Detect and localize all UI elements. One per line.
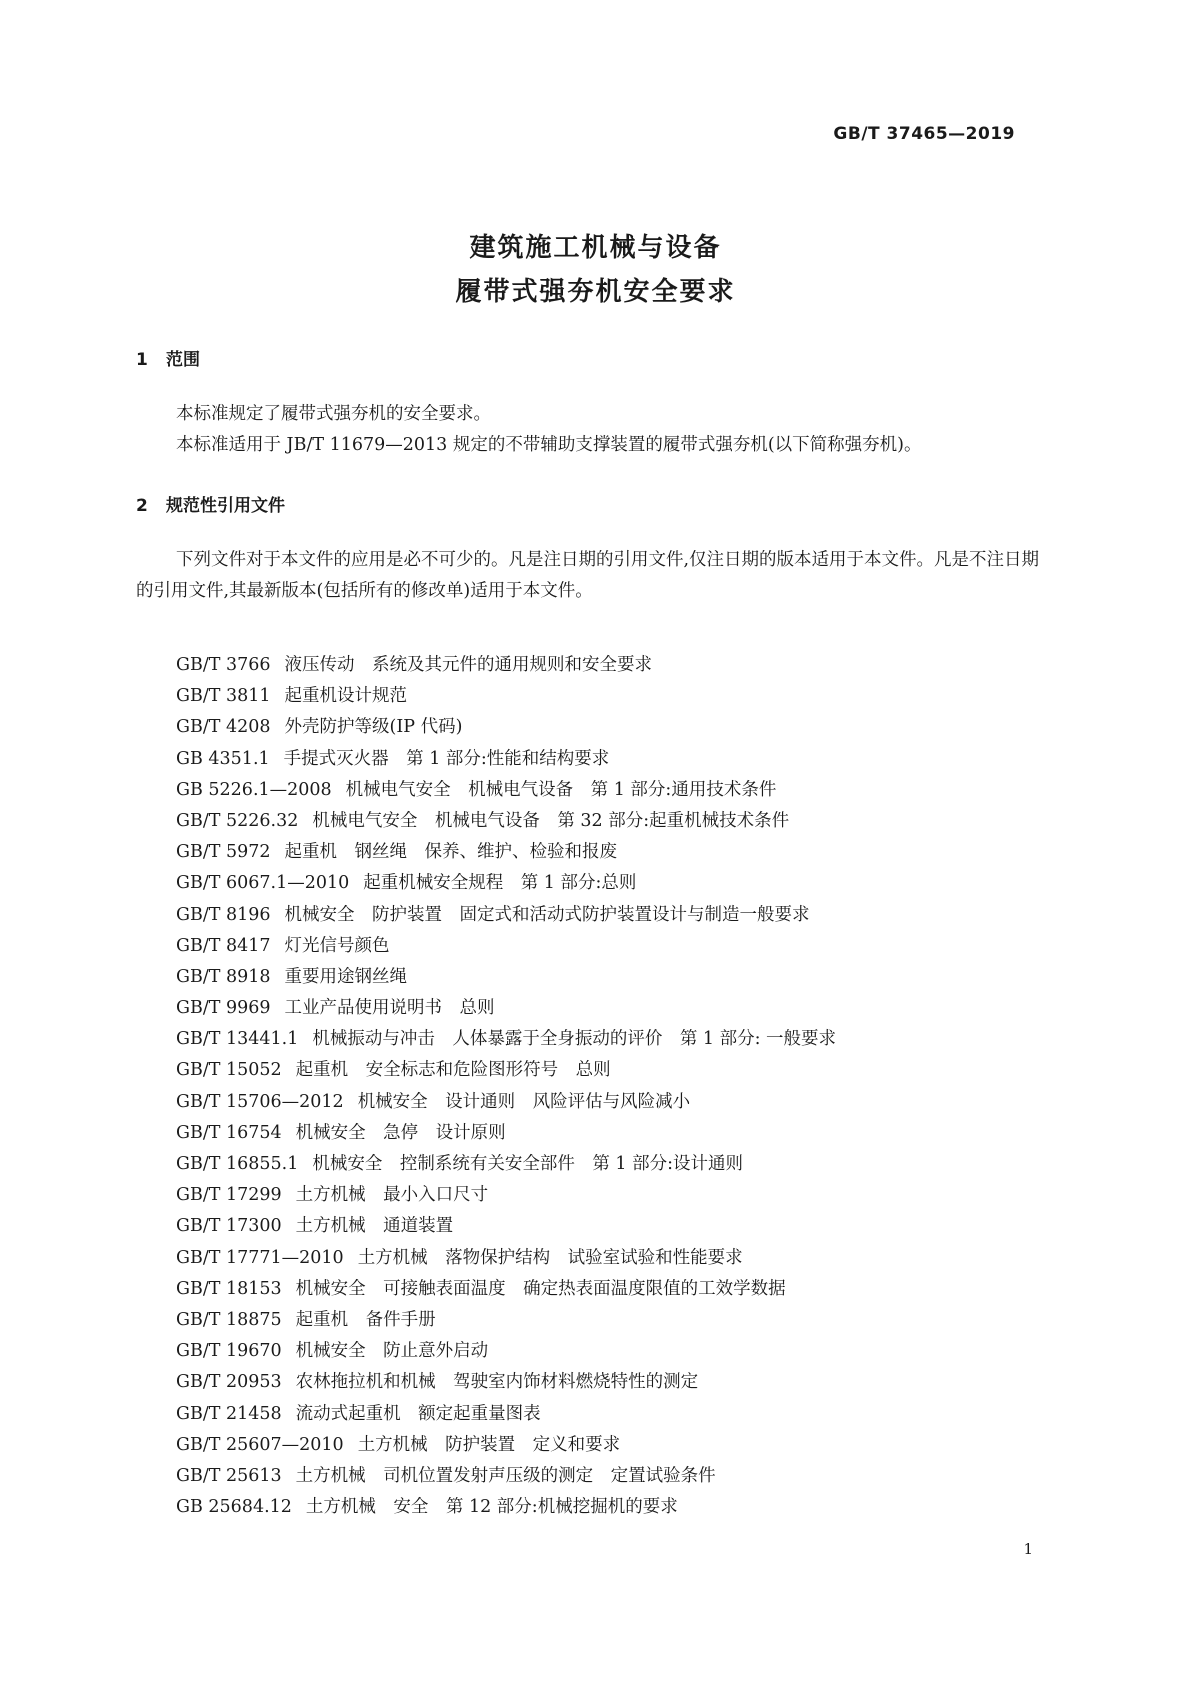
reference-title: 起重机械安全规程 第 1 部分:总则 <box>363 873 637 894</box>
reference-item <box>176 1180 1056 1211</box>
reference-code: GB/T 8196 <box>176 904 271 925</box>
reference-item <box>176 1367 1056 1398</box>
reference-item <box>176 1274 1056 1305</box>
reference-item <box>176 962 1056 993</box>
reference-title: 起重机 备件手册 <box>295 1309 436 1330</box>
reference-title: 土方机械 最小入口尺寸 <box>295 1185 489 1206</box>
reference-item <box>176 900 1056 931</box>
section-2-intro <box>136 545 1056 607</box>
reference-item <box>176 837 1056 868</box>
reference-code: GB/T 9969 <box>176 998 271 1019</box>
reference-item <box>176 1399 1056 1430</box>
reference-title: 起重机 钢丝绳 保养、维护、检验和报废 <box>284 842 618 863</box>
reference-title: 流动式起重机 额定起重量图表 <box>295 1403 541 1424</box>
section-number: 1 <box>136 350 148 370</box>
reference-item <box>176 931 1056 962</box>
page-number: 1 <box>1023 1540 1033 1558</box>
reference-item <box>176 1430 1056 1461</box>
reference-title: 机械安全 急停 设计原则 <box>295 1122 506 1143</box>
reference-title: 重要用途钢丝绳 <box>284 966 408 987</box>
reference-code: GB/T 8417 <box>176 935 271 956</box>
reference-title: 机械安全 可接触表面温度 确定热表面温度限值的工效学数据 <box>295 1278 786 1299</box>
document-title <box>0 226 1191 314</box>
reference-item <box>176 775 1056 806</box>
reference-title: 机械电气安全 机械电气设备 第 32 部分:起重机械技术条件 <box>312 810 790 831</box>
reference-item <box>176 1211 1056 1242</box>
reference-item <box>176 1087 1056 1118</box>
reference-title: 机械安全 设计通则 风险评估与风险减小 <box>357 1091 691 1112</box>
reference-item <box>176 1243 1056 1274</box>
reference-title: 土方机械 通道装置 <box>295 1216 454 1237</box>
reference-code: GB/T 3811 <box>176 686 271 707</box>
reference-item <box>176 712 1056 743</box>
reference-item <box>176 1055 1056 1086</box>
reference-code: GB/T 5226.32 <box>176 810 299 831</box>
reference-item <box>176 1461 1056 1492</box>
reference-code: GB/T 8918 <box>176 966 271 987</box>
reference-code: GB/T 16754 <box>176 1122 282 1143</box>
reference-item <box>176 993 1056 1024</box>
reference-title: 外壳防护等级(IP 代码) <box>284 717 463 738</box>
reference-code: GB/T 15706—2012 <box>176 1091 344 1112</box>
section-title: 规范性引用文件 <box>166 496 285 516</box>
reference-item <box>176 681 1056 712</box>
reference-code: GB/T 19670 <box>176 1341 282 1362</box>
reference-title: 土方机械 安全 第 12 部分:机械挖掘机的要求 <box>305 1497 678 1518</box>
reference-title: 土方机械 防护装置 定义和要求 <box>357 1434 621 1455</box>
reference-code: GB/T 16855.1 <box>176 1154 299 1174</box>
reference-code: GB/T 25613 <box>176 1465 282 1486</box>
reference-code: GB 4351.1 <box>176 748 270 769</box>
section-2-heading <box>136 491 285 516</box>
title-line-2: 履带式强夯机安全要求 <box>455 277 736 307</box>
reference-item <box>176 1118 1056 1149</box>
reference-code: GB/T 17299 <box>176 1185 282 1206</box>
section-title: 范围 <box>166 350 200 370</box>
reference-item <box>176 868 1056 899</box>
reference-code: GB/T 4208 <box>176 717 271 738</box>
reference-code: GB/T 18153 <box>176 1278 282 1299</box>
reference-item <box>176 1149 1056 1180</box>
reference-title: 工业产品使用说明书 总则 <box>284 998 495 1019</box>
reference-code: GB/T 21458 <box>176 1403 282 1424</box>
paragraph: 本标准适用于 JB/T 11679—2013 规定的不带辅助支撑装置的履带式强夯机(以下简称强夯机)。 <box>176 435 922 455</box>
reference-title: 起重机设计规范 <box>284 686 408 707</box>
reference-code: GB/T 17300 <box>176 1216 282 1237</box>
reference-title: 液压传动 系统及其元件的通用规则和安全要求 <box>284 655 653 675</box>
paragraph: 本标准规定了履带式强夯机的安全要求。 <box>176 404 491 424</box>
section-number: 2 <box>136 496 148 516</box>
reference-code: GB 25684.12 <box>176 1497 292 1518</box>
reference-code: GB/T 6067.1—2010 <box>176 873 350 894</box>
reference-title: 土方机械 司机位置发射声压级的测定 定置试验条件 <box>295 1465 716 1486</box>
reference-code: GB/T 20953 <box>176 1372 282 1393</box>
reference-title: 机械安全 防止意外启动 <box>295 1341 489 1362</box>
reference-title: 起重机 安全标志和危险图形符号 总则 <box>295 1060 611 1081</box>
title-line-1: 建筑施工机械与设备 <box>469 233 722 263</box>
section-1-heading <box>136 345 200 370</box>
reference-item <box>176 1492 1056 1523</box>
reference-item <box>176 1336 1056 1367</box>
reference-code: GB 5226.1—2008 <box>176 779 332 800</box>
reference-title: 农林拖拉机和机械 驾驶室内饰材料燃烧特性的测定 <box>295 1372 699 1393</box>
reference-title: 机械电气安全 机械电气设备 第 1 部分:通用技术条件 <box>345 779 777 800</box>
reference-code: GB/T 25607—2010 <box>176 1434 344 1455</box>
reference-title: 灯光信号颜色 <box>284 935 390 956</box>
reference-code: GB/T 3766 <box>176 655 271 675</box>
reference-code: GB/T 5972 <box>176 842 271 863</box>
reference-item <box>176 744 1056 775</box>
reference-title: 机械安全 控制系统有关安全部件 第 1 部分:设计通则 <box>312 1154 743 1174</box>
reference-code: GB/T 18875 <box>176 1309 282 1330</box>
reference-list <box>176 650 1056 1523</box>
reference-code: GB/T 15052 <box>176 1060 282 1081</box>
reference-item <box>176 650 1056 681</box>
reference-item <box>176 1024 1056 1055</box>
reference-code: GB/T 17771—2010 <box>176 1247 344 1268</box>
reference-title: 手提式灭火器 第 1 部分:性能和结构要求 <box>283 748 610 769</box>
reference-code: GB/T 13441.1 <box>176 1029 299 1050</box>
standard-code: GB/T 37465—2019 <box>833 124 1015 144</box>
paragraph: 下列文件对于本文件的应用是必不可少的。凡是注日期的引用文件,仅注日期的版本适用于本文件。凡是不注日期的引用文件,其最新版本(包括所有的修改单)适用于本文件。 <box>136 550 1040 601</box>
reference-title: 机械振动与冲击 人体暴露于全身振动的评价 第 1 部分: 一般要求 <box>312 1029 837 1050</box>
reference-title: 机械安全 防护装置 固定式和活动式防护装置设计与制造一般要求 <box>284 904 810 925</box>
reference-item <box>176 806 1056 837</box>
section-1-body <box>136 399 1056 461</box>
reference-title: 土方机械 落物保护结构 试验室试验和性能要求 <box>357 1247 743 1268</box>
reference-item <box>176 1305 1056 1336</box>
